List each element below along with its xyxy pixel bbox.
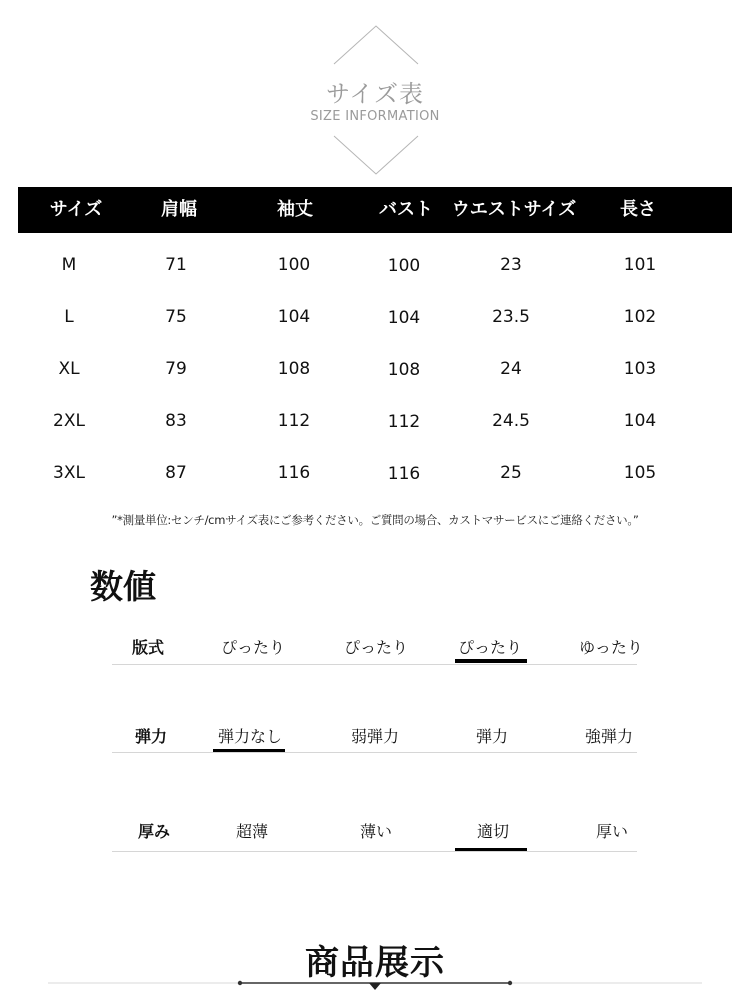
table-cell: 25 — [500, 463, 522, 483]
attribute-option: 強弾力 — [584, 727, 634, 746]
column-header-length: 長さ — [620, 199, 656, 220]
table-cell: 104 — [623, 411, 657, 431]
column-header-shoulder: 肩幅 — [161, 199, 197, 220]
attribute-label: 厚み — [137, 822, 171, 841]
table-cell: 112 — [277, 411, 311, 431]
attribute-option: 弾力 — [475, 727, 509, 746]
table-cell: 116 — [277, 463, 311, 483]
attribute-option: 厚い — [595, 822, 629, 841]
measurement-note: ”*測量単位:センチ/cmサイズ表にご参考ください。ご質問の場合、カストマサービスにご連絡ください。” — [111, 513, 639, 527]
table-cell: 116 — [387, 464, 421, 484]
divider — [112, 752, 637, 753]
attribute-option-selected: ぴったり — [457, 638, 523, 657]
table-cell: 100 — [387, 256, 421, 276]
table-cell: 105 — [623, 463, 657, 483]
table-cell: 3XL — [53, 463, 85, 483]
table-cell: 75 — [165, 307, 187, 327]
table-cell: 103 — [623, 359, 657, 379]
table-cell: M — [61, 255, 77, 275]
attribute-option: ゆったり — [579, 638, 643, 657]
table-cell: 87 — [165, 463, 187, 483]
table-cell: L — [64, 307, 74, 327]
attribute-label: 版式 — [131, 638, 165, 657]
column-header-bust: バスト — [379, 199, 433, 220]
table-cell: 71 — [165, 255, 187, 275]
attribute-option: 薄い — [359, 822, 393, 841]
table-cell: 108 — [387, 360, 421, 380]
attribute-option: ぴったり — [220, 638, 286, 657]
table-cell: XL — [58, 359, 80, 379]
table-cell: 100 — [277, 255, 311, 275]
attribute-option: 超薄 — [235, 822, 269, 841]
column-header-waist: ウエストサイズ — [451, 199, 577, 220]
table-cell: 79 — [165, 359, 187, 379]
table-cell: 112 — [387, 412, 421, 432]
column-header-size: サイズ — [49, 199, 103, 220]
table-cell: 2XL — [53, 411, 85, 431]
table-cell: 101 — [623, 255, 657, 275]
table-cell: 104 — [277, 307, 311, 327]
selected-indicator — [455, 659, 527, 663]
attribute-option-selected: 弾力なし — [217, 727, 283, 746]
divider — [112, 664, 637, 665]
table-cell: 24.5 — [492, 411, 530, 431]
table-cell: 104 — [387, 308, 421, 328]
divider — [112, 851, 637, 852]
product-display-title: 商品展示 — [305, 943, 445, 983]
attribute-option-selected: 適切 — [476, 822, 510, 841]
size-chart-subtitle: SIZE INFORMATION — [310, 109, 440, 124]
size-table-header — [18, 187, 732, 233]
attribute-option: 弱弾力 — [350, 727, 400, 746]
table-cell: 83 — [165, 411, 187, 431]
table-cell: 23.5 — [492, 307, 530, 327]
attribute-option: ぴったり — [343, 638, 409, 657]
table-cell: 23 — [500, 255, 522, 275]
table-cell: 24 — [500, 359, 522, 379]
column-header-sleeve: 袖丈 — [277, 199, 313, 220]
values-section-title: 数値 — [90, 567, 156, 606]
table-cell: 102 — [623, 307, 657, 327]
size-chart-title: サイズ表 — [325, 80, 425, 108]
title-underline-ornament — [0, 972, 750, 997]
table-cell: 108 — [277, 359, 311, 379]
attribute-label: 弾力 — [134, 727, 168, 746]
